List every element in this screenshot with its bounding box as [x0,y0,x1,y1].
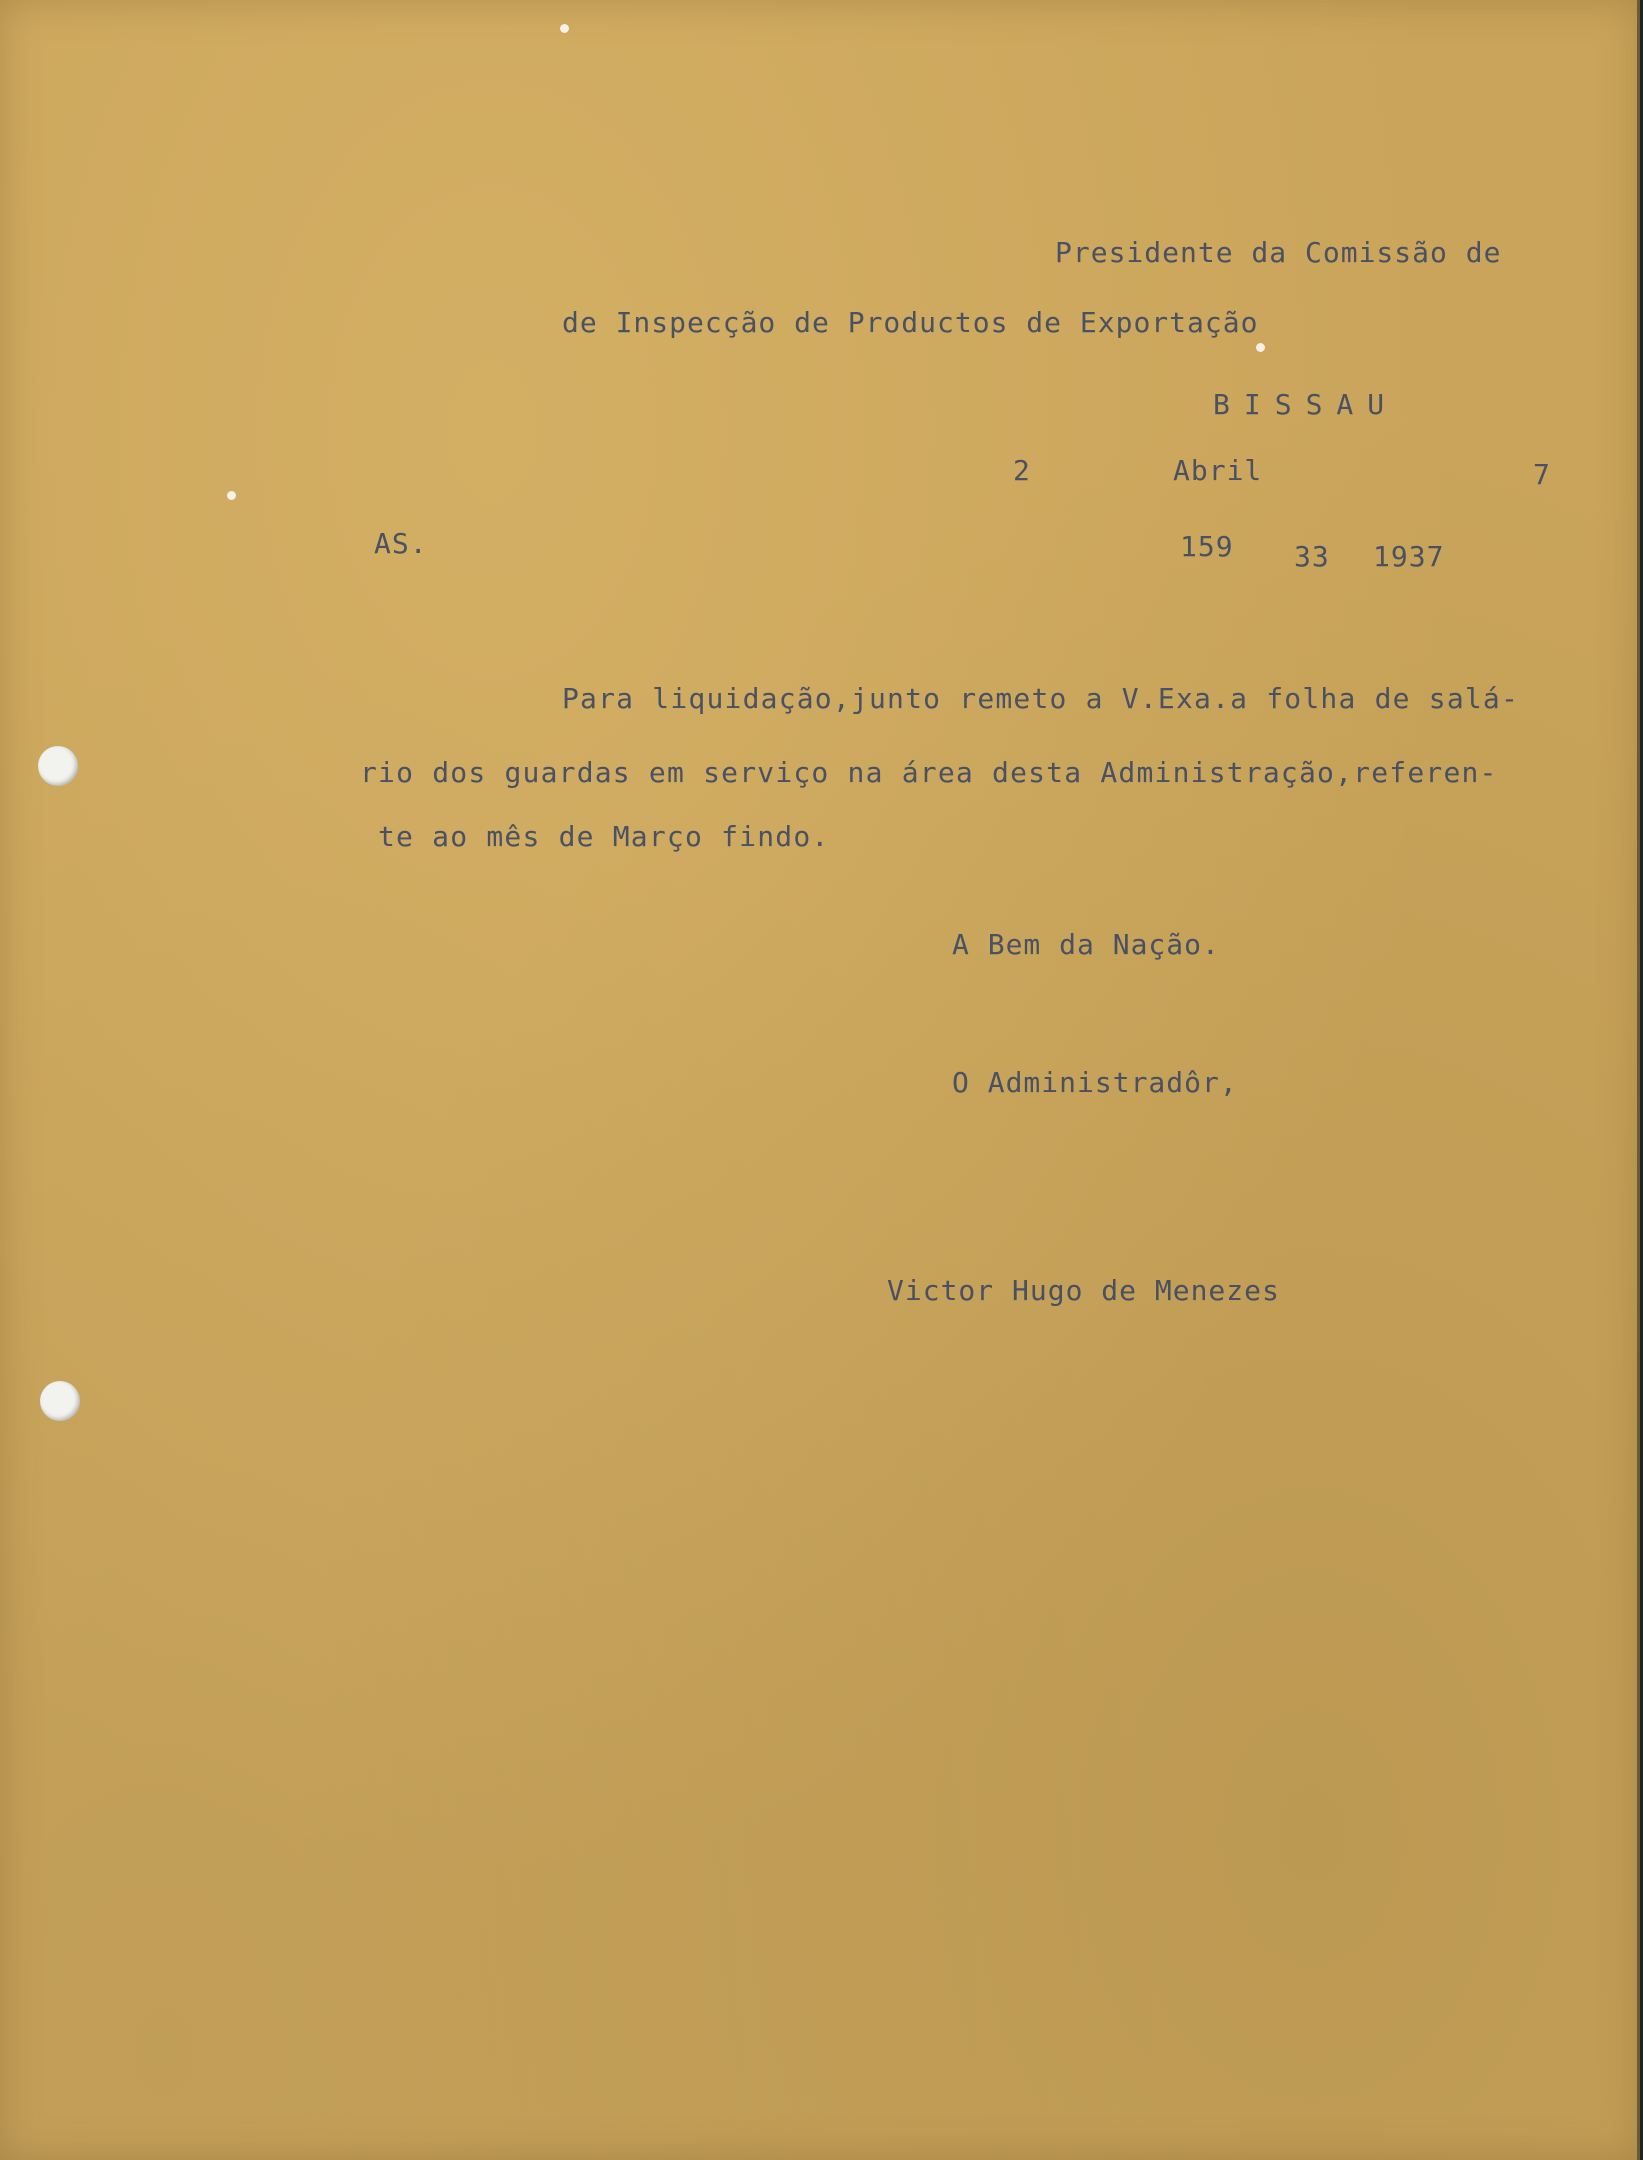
paper-speck [227,491,236,500]
date-day: 2 [1013,454,1031,487]
recipient-line-1: Presidente da Comissão de [1055,236,1502,269]
signature-title: O Administradôr, [952,1066,1238,1099]
city: BISSAU [1213,388,1399,421]
closing-salutation: A Bem da Nação. [952,928,1220,961]
signature-name: Victor Hugo de Menezes [887,1274,1280,1307]
reference-year: 1937 [1373,540,1445,573]
body-line-2: rio dos guardas em serviço na área desta Administração,referen- [360,756,1498,789]
page-edge [1637,0,1640,2160]
body-line-1: Para liquidação,junto remeto a V.Exa.a folha de salá- [562,682,1520,715]
body-line-3: te ao mês de Março findo. [378,820,830,853]
reference-series: 33 [1294,540,1330,573]
date-year-digit: 7 [1533,458,1551,491]
punch-hole-top [38,746,78,786]
paper-speck [1256,343,1265,352]
recipient-line-2: de Inspecção de Productos de Exportação [562,306,1259,339]
reference-prefix: AS. [374,527,428,560]
reference-number: 159 [1180,530,1234,563]
punch-hole-bottom [40,1381,80,1421]
paper-speck [560,24,569,33]
date-month: Abril [1173,454,1263,487]
